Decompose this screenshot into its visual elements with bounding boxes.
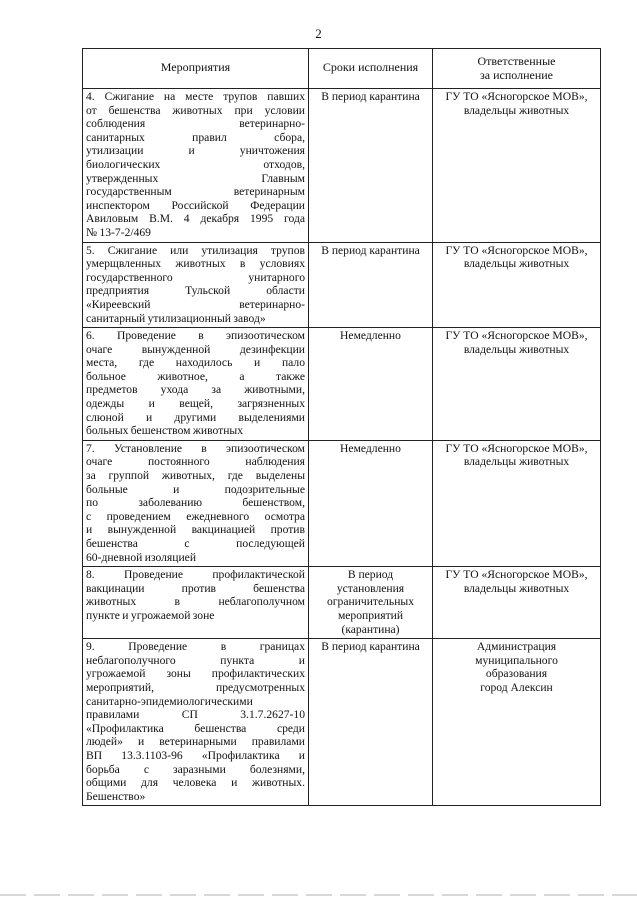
deadline-cell <box>309 242 433 328</box>
deadline-line: В период карантина <box>321 640 420 654</box>
header-responsible-line: за исполнение <box>480 68 553 82</box>
measure-line: соблюдения ветеринарно- <box>86 117 305 131</box>
responsible-cell <box>433 242 601 328</box>
responsible-line: Администрация <box>476 640 557 654</box>
responsible-cell <box>433 328 601 441</box>
measure-line: Бешенство» <box>86 789 146 803</box>
measure-line: санитарный утилизационный завод» <box>86 311 266 325</box>
deadline-cell <box>309 567 433 639</box>
measure-line: 8. Проведение профилактической <box>86 568 305 582</box>
measure-line: общими для человека и животных. <box>86 776 305 790</box>
measure-line: инспектором Российской Федерации <box>86 198 305 212</box>
deadline-cell <box>309 639 433 806</box>
measure-cell <box>83 639 309 806</box>
measure-line: санитарных правил сбора, <box>86 130 305 144</box>
deadline-line: В период карантина <box>321 90 420 103</box>
measure-line: больное животное, а также <box>86 369 305 383</box>
measure-line: борьба с заразными болезнями, <box>86 762 305 776</box>
deadline-line: установления <box>336 581 405 595</box>
table-row <box>83 440 601 566</box>
measure-line: очаге постоянного наблюдения <box>86 455 305 469</box>
deadline-line: ограничительных <box>326 595 414 609</box>
measure-line: по заболеванию бешенством, <box>86 496 305 510</box>
header-measures: Мероприятия <box>83 49 309 89</box>
measure-line: больных бешенством животных <box>86 424 244 438</box>
measure-line: ВП 13.3.1103-96 «Профилактика и <box>86 748 305 762</box>
responsible-line: ГУ ТО «Ясногорское МОВ», <box>445 441 588 455</box>
deadline-line: Немедленно <box>340 441 401 455</box>
responsible-line: владельцы животных <box>463 103 570 117</box>
table-row <box>83 242 601 328</box>
deadline-line: В период карантина <box>321 243 420 257</box>
header-responsible <box>433 49 601 89</box>
responsible-line: город Алексин <box>480 680 553 694</box>
measure-line: угрожаемой зоны профилактических <box>86 667 305 681</box>
deadline-line: мероприятий <box>337 608 404 622</box>
measure-line: неблагополучного пункта и <box>86 653 305 667</box>
responsible-cell <box>433 567 601 639</box>
measure-line: слюной и другими выделениями <box>86 410 305 424</box>
deadline-line: Немедленно <box>340 329 401 343</box>
measure-line: «Профилактика бешенства среди <box>86 721 305 735</box>
measures-table <box>82 48 601 806</box>
responsible-line: ГУ ТО «Ясногорское МОВ», <box>445 329 588 343</box>
responsible-line: ГУ ТО «Ясногорское МОВ», <box>445 568 588 582</box>
responsible-line: ГУ ТО «Ясногорское МОВ», <box>445 90 588 103</box>
measure-line: 5. Сжигание или утилизация трупов <box>86 243 305 257</box>
table-row <box>83 89 601 243</box>
measure-line: государственным ветеринарным <box>86 185 305 199</box>
measure-line: мероприятий, предусмотренных <box>86 680 305 694</box>
measure-line: умерщвленных животных в условиях <box>86 257 305 271</box>
measure-line: животных в неблагополучном <box>86 595 305 609</box>
responsible-cell <box>433 89 601 243</box>
responsible-line: владельцы животных <box>463 257 570 271</box>
table-row <box>83 328 601 441</box>
measure-cell <box>83 567 309 639</box>
measure-line: людей» и ветеринарными правилами <box>86 735 305 749</box>
header-deadline: Сроки исполнения <box>309 49 433 89</box>
measure-line: пункте и угрожаемой зоне <box>86 608 215 622</box>
responsible-line: владельцы животных <box>463 342 570 356</box>
measure-line: государственного унитарного <box>86 270 305 284</box>
responsible-line: ГУ ТО «Ясногорское МОВ», <box>445 243 588 257</box>
measure-line: 9. Проведение в границах <box>86 640 305 654</box>
measure-line: предметов ухода за животными, <box>86 383 305 397</box>
responsible-line: образования <box>485 667 548 681</box>
measure-cell <box>83 440 309 566</box>
measure-line: и вынужденной вакцинацией против <box>86 523 305 537</box>
header-responsible-line: Ответственные <box>477 54 556 68</box>
table-row <box>83 639 601 806</box>
measure-cell <box>83 328 309 441</box>
deadline-cell <box>309 440 433 566</box>
measure-line: утилизации и уничтожения <box>86 144 305 158</box>
measure-line: бешенства с последующей <box>86 537 305 550</box>
responsible-line: владельцы животных <box>463 455 570 469</box>
measure-line: биологических отходов, <box>86 157 305 171</box>
measure-line: 6. Проведение в эпизоотическом <box>86 329 305 343</box>
responsible-line: владельцы животных <box>463 581 570 595</box>
measure-line: вакцинации против бешенства <box>86 581 305 595</box>
responsible-line: муниципального <box>475 653 558 667</box>
measure-line: от бешенства животных при условии <box>86 103 305 117</box>
measure-line: № 13-7-2/469 <box>86 225 151 239</box>
table-header-row <box>83 49 601 89</box>
measure-line: 7. Установление в эпизоотическом <box>86 441 305 455</box>
measure-line: больные и подозрительные <box>86 482 305 496</box>
measure-line: места, где находилось и пало <box>86 356 305 370</box>
deadline-cell <box>309 89 433 243</box>
responsible-cell <box>433 639 601 806</box>
deadline-line: (карантина) <box>341 622 400 636</box>
page-number: 2 <box>315 26 322 41</box>
table-row <box>83 567 601 639</box>
measure-line: предприятия Тульской области <box>86 284 305 298</box>
measure-line: «Киреевский ветеринарно- <box>86 297 305 311</box>
measure-line: одежды и вещей, загрязненных <box>86 397 305 411</box>
measure-line: 4. Сжигание на месте трупов павших <box>86 90 305 103</box>
measure-cell <box>83 242 309 328</box>
measure-cell <box>83 89 309 243</box>
measure-line: утвержденных Главным <box>86 171 305 185</box>
measure-line: очаге вынужденной дезинфекции <box>86 342 305 356</box>
scan-artifact-line <box>0 894 637 896</box>
measure-line: 60-дневной изоляцией <box>86 550 197 564</box>
deadline-cell <box>309 328 433 441</box>
measure-line: Авиловым В.М. 4 декабря 1995 года <box>86 212 305 226</box>
responsible-cell <box>433 440 601 566</box>
measure-line: правилами СП 3.1.7.2627-10 <box>86 708 305 722</box>
measure-line: санитарно-эпидемиологическими <box>86 694 253 708</box>
deadline-line: В период <box>347 568 394 582</box>
measure-line: с проведением ежедневного осмотра <box>86 509 305 523</box>
measure-line: за группой животных, где выделены <box>86 469 305 483</box>
